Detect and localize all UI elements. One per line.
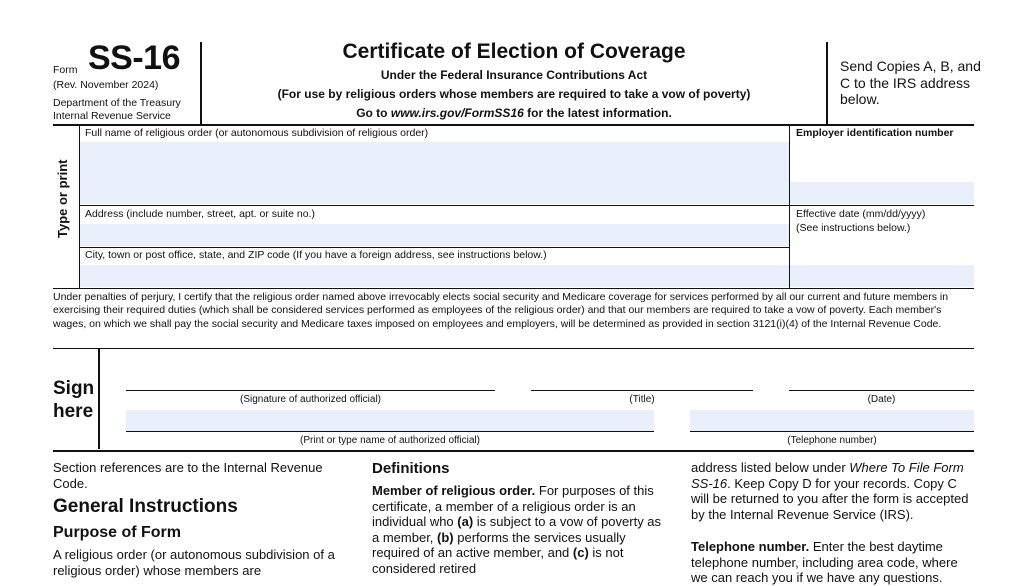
telephone-text: Enter the best daytime telephone number, including area code, where we can reach you if we have any questions. (691, 539, 958, 585)
where-to-file-ref: Where To File Form SS-16 (691, 460, 964, 491)
date-caption: (Date) (867, 394, 896, 405)
usage-note: (For use by religious orders whose members are required to take a vow of poverty) (277, 87, 751, 101)
sign-bottom-rule (53, 450, 974, 452)
form-title: Certificate of Election of Coverage (342, 40, 686, 63)
member-term: Member of religious order. (372, 483, 536, 498)
form-subtitle: Under the Federal Insurance Contributions Act (380, 68, 648, 82)
header-divider-right (826, 42, 828, 124)
member-text-3: performs the services usually required of an active member, and (372, 529, 626, 560)
general-instructions-heading: General Instructions (53, 496, 238, 517)
ein-input[interactable] (790, 182, 974, 204)
member-text-1: For purposes of this certificate, a member of a religious order is an individual who (372, 483, 654, 529)
member-definition (372, 483, 662, 576)
print-name-caption: (Print or type name of authorized official) (300, 435, 480, 446)
org-name-input[interactable] (80, 142, 789, 204)
goto-url[interactable]: www.irs.gov/FormSS16 (390, 106, 524, 120)
telephone-line (690, 431, 974, 432)
address-input[interactable] (80, 224, 789, 246)
telephone-instruction (691, 539, 974, 586)
effective-date-input[interactable] (790, 265, 974, 287)
form-number: SS-16 (88, 39, 180, 77)
header-bottom-rule (53, 124, 974, 126)
type-or-print-label: Type or print (55, 159, 70, 238)
perjury-statement: Under penalties of perjury, I certify that the religious order named above irrevocably elects social security and Medicare coverage for services performed by all our current and future members in exercising their required duties (which shall be considered services performed as employees of the religious order) and that our members are required to take a vow of poverty. Each member's wages, on which we shall pay the social security and Medicare taxes imposed on employees and employers, will be determined as provided in section 3121(i)(4) of the Internal Revenue Code. (53, 291, 949, 330)
goto-prefix: Go to (356, 106, 391, 120)
here-label: here (53, 401, 94, 422)
title-caption: (Title) (629, 394, 655, 405)
service-name: Internal Revenue Service (53, 110, 171, 122)
signature-line[interactable] (126, 390, 495, 391)
member-text-2: is subject to a vow of poverty as a member, (372, 514, 662, 545)
where-to-file-text (691, 460, 974, 522)
row1-rule (80, 205, 974, 206)
member-text-4: is not considered retired (372, 545, 624, 576)
right-text-2: . Keep Copy D for your records. Copy C will be returned to you after the form is accepted by the Internal Revenue Service (IRS). (691, 475, 969, 522)
title-line[interactable] (531, 390, 753, 391)
telephone-term: Telephone number. (691, 539, 810, 554)
city-label: City, town or post office, state, and ZIP code (If you have a foreign address, see instructions below.) (85, 249, 547, 261)
form-word: Form (53, 64, 78, 76)
row2-rule (80, 247, 789, 248)
telephone-caption: (Telephone number) (787, 435, 877, 446)
goto-suffix: for the latest information. (523, 106, 672, 120)
telephone-input[interactable] (690, 410, 974, 431)
member-b: (b) (437, 529, 454, 545)
effective-date-label: Effective date (mm/dd/yyyy) (796, 208, 926, 220)
effective-date-note: (See instructions below.) (796, 222, 911, 234)
date-line[interactable] (789, 390, 974, 391)
right-text-1: address listed below under (691, 460, 850, 475)
definitions-heading: Definitions (372, 460, 450, 477)
signature-caption: (Signature of authorized official) (239, 394, 381, 405)
print-name-input[interactable] (126, 410, 654, 431)
fields-bottom-rule (53, 288, 974, 289)
section-references: Section references are to the Internal Revenue Code. (53, 460, 323, 491)
form-revision: (Rev. November 2024) (53, 79, 159, 91)
org-name-label: Full name of religious order (or autonomous subdivision of religious order) (85, 127, 429, 139)
member-c: (c) (572, 545, 589, 560)
send-copies-note: Send Copies A, B, and C to the IRS address below. (840, 58, 981, 107)
sign-label: Sign (53, 378, 95, 399)
city-input[interactable] (80, 265, 789, 287)
print-name-line (126, 431, 654, 432)
ein-label: Employer identification number (796, 127, 954, 139)
purpose-heading: Purpose of Form (53, 524, 182, 541)
member-a: (a) (457, 514, 474, 529)
address-label: Address (include number, street, apt. or suite no.) (85, 208, 315, 220)
purpose-text: A religious order (or autonomous subdivision of a religious order) whose members are (53, 547, 335, 578)
perjury-bottom-rule (53, 348, 974, 349)
department-name: Department of the Treasury (53, 97, 181, 109)
goto-line (202, 106, 826, 121)
sign-divider (98, 349, 100, 449)
